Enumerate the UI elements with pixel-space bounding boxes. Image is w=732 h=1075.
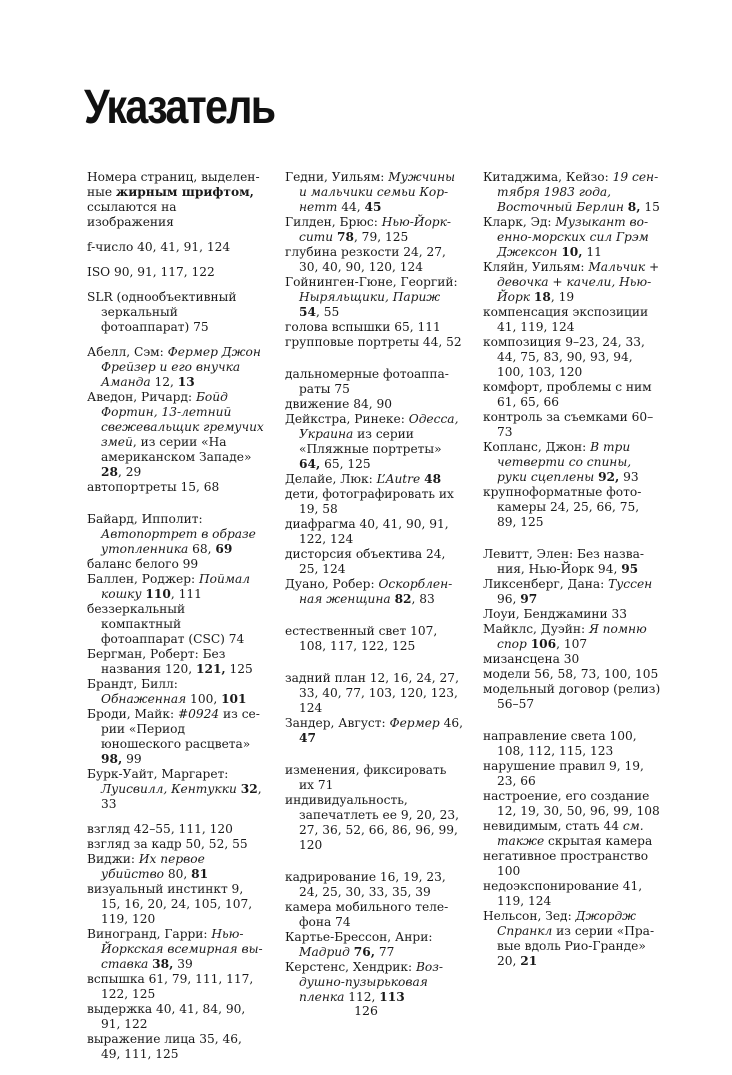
index-entry xyxy=(87,557,265,572)
index-entry xyxy=(483,577,661,607)
entry-text: автопортреты 15, 68 xyxy=(87,480,220,494)
entry-text: 99 xyxy=(122,752,142,766)
entry-text: Абелл, Сэм: xyxy=(87,345,168,359)
entry-text: Бергман, Роберт: Без названия 120, xyxy=(87,647,226,676)
index-entry xyxy=(483,410,661,440)
entry-text: Делайе, Люк: xyxy=(285,472,377,486)
index-entry xyxy=(285,671,463,716)
work-title: Я помню спор xyxy=(497,622,647,651)
entry-text: компенсация экспозиции 41, 119, 124 xyxy=(483,305,649,334)
page-ref-bold: 32 xyxy=(240,782,258,796)
index-entry xyxy=(87,837,265,852)
page-ref-bold: жирным шрифтом, xyxy=(115,185,254,199)
index-entry xyxy=(87,972,265,1002)
work-title: Фермер Джон Фрейзер и его внучка Аманда xyxy=(101,345,261,389)
index-entry xyxy=(285,793,463,853)
work-title: Луисвилл, Кентукки xyxy=(101,782,237,796)
index-entry xyxy=(285,245,463,275)
entry-text: , 33 xyxy=(101,782,262,811)
page-ref-bold: 10, xyxy=(561,245,583,259)
entry-text: выдержка 40, 41, 84, 90, 91, 122 xyxy=(87,1002,246,1031)
index-entry xyxy=(483,215,661,260)
index-entry xyxy=(285,412,463,472)
entry-text: 100, xyxy=(186,692,222,706)
page-ref-bold: 106 xyxy=(530,637,557,651)
entry-text: глубина резкости 24, 27, 30, 40, 90, 120, 124 xyxy=(285,245,446,274)
index-entry xyxy=(285,397,463,412)
work-title: Оскорбленная женщина xyxy=(299,577,453,606)
entry-text: Броди, Майк: xyxy=(87,707,178,721)
work-title: Фермер xyxy=(389,716,440,730)
index-entry xyxy=(87,822,265,837)
page-ref-bold: 54 xyxy=(299,305,316,319)
entry-text: выражение лица 35, 46, 49, 111, 125 xyxy=(87,1032,242,1061)
index-entry xyxy=(483,789,661,819)
page-ref-bold: 98, xyxy=(101,752,123,766)
work-title: Нью-Йорксити xyxy=(299,215,451,244)
index-entry xyxy=(285,930,463,960)
entry-text: групповые портреты 44, 52 xyxy=(285,335,462,349)
work-title: Одесса, Украина xyxy=(299,412,459,441)
entry-text: , 107 xyxy=(556,637,588,651)
index-entry xyxy=(87,707,265,767)
work-title: Нью-Йоркская всемирная выставка xyxy=(101,927,263,971)
work-title: Туссен xyxy=(608,577,653,591)
entry-text: крупноформатные фотокамеры 24, 25, 66, 75, 89, 125 xyxy=(483,485,642,529)
entry-text: 44, xyxy=(337,200,365,214)
entry-text: Брандт, Билл: xyxy=(87,677,178,691)
entry-text: визуальный инстинкт 9, 15, 16, 20, 24, 105, 107, 119, 120 xyxy=(87,882,253,926)
entry-text: , 79, 125 xyxy=(353,230,409,244)
entry-text: Баллен, Роджер: xyxy=(87,572,200,586)
index-intro-note xyxy=(87,170,265,230)
work-title: Бойд Фортин, 13-летний свежевальщик гремучих змей xyxy=(101,390,264,449)
entry-text: беззеркальный компактный фотоаппарат (CSC) 74 xyxy=(87,602,245,646)
index-entry xyxy=(87,290,265,335)
entry-text: , 83 xyxy=(411,592,435,606)
index-entry xyxy=(285,763,463,793)
index-entry xyxy=(87,927,265,972)
entry-text: , 55 xyxy=(315,305,340,319)
work-title: Мужчины и мальчики семьи Корнетт xyxy=(299,170,456,214)
entry-text: Кларк, Эд: xyxy=(483,215,556,229)
entry-text: f-число 40, 41, 91, 124 xyxy=(87,240,231,254)
index-entry xyxy=(87,882,265,927)
index-entry xyxy=(483,682,661,712)
entry-text: SLR (однообъективный зеркальный фотоаппарат) 75 xyxy=(87,290,237,334)
entry-text: Копланс, Джон: xyxy=(483,440,591,454)
work-title: В три четверти со спины, руки сцеплены xyxy=(497,440,632,484)
work-title: Мадрид xyxy=(299,945,350,959)
work-title: Автопортрет в образе утопленника xyxy=(101,527,256,556)
index-entry xyxy=(87,512,265,557)
page-ref-bold: 78 xyxy=(336,230,354,244)
page-ref-bold: 110 xyxy=(145,587,171,601)
index-entry xyxy=(87,602,265,647)
page-ref-bold: 48 xyxy=(424,472,442,486)
page-ref-bold: 82 xyxy=(394,592,412,606)
index-entry xyxy=(285,367,463,397)
entry-text: Аведон, Ричард: xyxy=(87,390,196,404)
index-entry xyxy=(285,487,463,517)
page-ref-bold: 76, xyxy=(353,945,375,959)
index-entry xyxy=(285,275,463,320)
index-entry xyxy=(483,729,661,759)
entry-text: Виногранд, Гарри: xyxy=(87,927,212,941)
page-ref-bold: 113 xyxy=(379,990,405,1004)
index-entry xyxy=(483,547,661,577)
page-ref-bold: 101 xyxy=(221,692,247,706)
page-ref-bold: 95 xyxy=(621,562,639,576)
index-entry xyxy=(483,759,661,789)
entry-text: невидимым, стать 44 xyxy=(483,819,623,833)
entry-text: Гилден, Брюс: xyxy=(285,215,382,229)
index-entry xyxy=(483,335,661,380)
entry-text: недоэкспонирование 41, 119, 124 xyxy=(483,879,643,908)
index-entry xyxy=(285,716,463,746)
page-ref-bold: 8, xyxy=(627,200,641,214)
entry-text: дети, фотографировать их 19, 58 xyxy=(285,487,454,516)
index-entry xyxy=(483,622,661,652)
page-ref-bold: 18 xyxy=(533,290,551,304)
index-entry xyxy=(483,260,661,305)
entry-text: 93 xyxy=(619,470,639,484)
index-entry xyxy=(285,335,463,350)
index-entry xyxy=(483,652,661,667)
index-entry xyxy=(87,480,265,495)
entry-text: камера мобильного телефона 74 xyxy=(285,900,449,929)
entry-text: комфорт, проблемы с ним 61, 65, 66 xyxy=(483,380,652,409)
entry-text: , из серии «На американском Западе» xyxy=(101,435,252,464)
entry-text: 68, xyxy=(188,542,216,556)
page-ref-bold: 81 xyxy=(191,867,209,881)
index-entry xyxy=(483,305,661,335)
entry-text: , 29 xyxy=(117,465,142,479)
index-entry xyxy=(285,624,463,654)
index-entry xyxy=(483,819,661,849)
work-title: Поймал кошку xyxy=(101,572,250,601)
index-entry xyxy=(285,870,463,900)
index-entry xyxy=(285,900,463,930)
entry-text: 80, xyxy=(164,867,192,881)
page-ref-bold: 13 xyxy=(177,375,195,389)
entry-text: естественный свет 107, 108, 117, 122, 125 xyxy=(285,624,438,653)
index-entry xyxy=(285,170,463,215)
index-entry xyxy=(87,345,265,390)
index-entry xyxy=(483,879,661,909)
entry-text: Гойнинген-Гюне, Георгий: xyxy=(285,275,458,289)
entry-text: Зандер, Август: xyxy=(285,716,390,730)
entry-text: взгляд 42–55, 111, 120 xyxy=(87,822,233,836)
entry-text: задний план 12, 16, 24, 27, 33, 40, 77, 103, 120, 123, 124 xyxy=(285,671,459,715)
index-entry xyxy=(87,265,265,280)
index-column-2 xyxy=(285,170,463,1005)
index-entry xyxy=(483,440,661,485)
page-ref-bold: 47 xyxy=(299,731,316,745)
entry-text: из серии «Правые вдоль Рио-Гранде» 20, xyxy=(497,924,655,968)
entry-text: 77 xyxy=(374,945,395,959)
entry-text: Виджи: xyxy=(87,852,139,866)
entry-text: скрытая камера xyxy=(544,834,653,848)
entry-text: Левитт, Элен: Без названия, Нью-Йорк 94, xyxy=(483,547,644,576)
work-title: L’Autre xyxy=(376,472,421,486)
entry-text: композиция 9–23, 24, 33, 44, 75, 83, 90, 93, 94, 100, 103, 120 xyxy=(483,335,645,379)
entry-text: Керстенс, Хендрик: xyxy=(285,960,416,974)
entry-text: ссылаются на изображения xyxy=(87,200,177,229)
entry-text: Дейкстра, Ринеке: xyxy=(285,412,409,426)
index-entry xyxy=(483,909,661,969)
index-entry xyxy=(285,517,463,547)
index-entry xyxy=(483,485,661,530)
entry-text: направление света 100, 108, 112, 115, 123 xyxy=(483,729,637,758)
page-ref-bold: 97 xyxy=(520,592,538,606)
work-title: Обнаженная xyxy=(101,692,187,706)
work-title: Их первое убийство xyxy=(101,852,205,881)
index-entry xyxy=(87,767,265,812)
entry-text: Майклс, Дуэйн: xyxy=(483,622,589,636)
page-ref-bold: 45 xyxy=(364,200,382,214)
work-title: см. также xyxy=(497,819,644,848)
entry-text: Номера страниц, выделенные xyxy=(87,170,260,199)
entry-text: Нельсон, Зед: xyxy=(483,909,576,923)
work-title: 19 сентября 1983 года, Восточный Берлин xyxy=(497,170,659,214)
page-ref-bold: 121, xyxy=(195,662,226,676)
entry-text: вспышка 61, 79, 111, 117, 122, 125 xyxy=(87,972,254,1001)
entry-text: Лоуи, Бенджамини 33 xyxy=(483,607,628,621)
page-ref-bold: 21 xyxy=(520,954,538,968)
entry-text: модели 56, 58, 73, 100, 105 xyxy=(483,667,659,681)
work-title: Музыкант военно-морских сил Грэм Джексон xyxy=(497,215,649,259)
index-entry xyxy=(87,852,265,882)
entry-text: баланс белого 99 xyxy=(87,557,199,571)
entry-text: , 19 xyxy=(550,290,575,304)
index-entry xyxy=(285,320,463,335)
entry-text: Ликсенберг, Дана: xyxy=(483,577,609,591)
entry-text: модельный договор (релиз) 56–57 xyxy=(483,682,661,711)
index-entry xyxy=(87,677,265,707)
index-entry xyxy=(483,170,661,215)
entry-text: взгляд за кадр 50, 52, 55 xyxy=(87,837,248,851)
index-entry xyxy=(483,849,661,879)
index-entry xyxy=(87,1032,265,1062)
entry-text: индивидуальность, запечатлеть ее 9, 20, 23, 27, 36, 52, 66, 86, 96, 99, 120 xyxy=(285,793,459,852)
entry-text: Китаджима, Кейзо: xyxy=(483,170,613,184)
page-ref-bold: 64, xyxy=(299,457,321,471)
index-entry xyxy=(483,667,661,682)
entry-text: кадрирование 16, 19, 23, 24, 25, 30, 33, 35, 39 xyxy=(285,870,446,899)
index-column-1 xyxy=(87,170,265,1062)
work-title: Мальчик + девочка + качели, Нью-Йорк xyxy=(497,260,660,304)
entry-text: 11 xyxy=(582,245,602,259)
index-entry xyxy=(87,647,265,677)
entry-text: 15 xyxy=(640,200,660,214)
entry-text: контроль за съемками 60–73 xyxy=(483,410,654,439)
entry-text: мизансцена 30 xyxy=(483,652,580,666)
index-entry xyxy=(87,240,265,255)
index-entry xyxy=(483,607,661,622)
index-column-3 xyxy=(483,170,661,969)
entry-text: ISO 90, 91, 117, 122 xyxy=(87,265,215,279)
entry-text: движение 84, 90 xyxy=(285,397,393,411)
entry-text: 96, xyxy=(497,592,521,606)
page-title: Указатель xyxy=(84,81,275,134)
entry-text: негативное пространство 100 xyxy=(483,849,649,878)
entry-text: диафрагма 40, 41, 90, 91, 122, 124 xyxy=(285,517,449,546)
index-entry xyxy=(285,960,463,1005)
page-ref-bold: 38, xyxy=(152,957,174,971)
index-entry xyxy=(483,380,661,410)
page-number: 126 xyxy=(354,1003,378,1018)
page-ref-bold: 69 xyxy=(215,542,233,556)
entry-text: из серии «Пляжные портреты» xyxy=(299,427,442,456)
entry-text: Бурк-Уайт, Маргарет: xyxy=(87,767,229,781)
entry-text: 12, xyxy=(150,375,178,389)
entry-text: нарушение правил 9, 19, 23, 66 xyxy=(483,759,644,788)
entry-text: 65, 125 xyxy=(320,457,371,471)
entry-text: Дуано, Робер: xyxy=(285,577,379,591)
work-title: #0924 xyxy=(177,707,220,721)
index-entry xyxy=(285,215,463,245)
entry-text: изменения, фиксировать их 71 xyxy=(285,763,447,792)
index-entry xyxy=(285,577,463,607)
entry-text: 46, xyxy=(439,716,463,730)
entry-text: голова вспышки 65, 111 xyxy=(285,320,441,334)
page-ref-bold: 92, xyxy=(598,470,620,484)
index-entry xyxy=(285,472,463,487)
entry-text: дальномерные фотоаппараты 75 xyxy=(285,367,449,396)
entry-text: Кляйн, Уильям: xyxy=(483,260,589,274)
entry-text: дисторсия объектива 24, 25, 124 xyxy=(285,547,446,576)
entry-text: Гедни, Уильям: xyxy=(285,170,389,184)
entry-text: 112, xyxy=(344,990,380,1004)
entry-text: 125 xyxy=(225,662,253,676)
entry-text: 39 xyxy=(173,957,193,971)
index-entry xyxy=(285,547,463,577)
work-title: Ныряльщики, Париж xyxy=(299,290,441,304)
entry-text: Картье-Брессон, Анри: xyxy=(285,930,433,944)
work-title: Джордж Спранкл xyxy=(497,909,637,938)
entry-text: Байард, Ипполит: xyxy=(87,512,203,526)
page-ref-bold: 28 xyxy=(101,465,118,479)
entry-text: настроение, его создание 12, 19, 30, 50, 96, 99, 108 xyxy=(483,789,660,818)
index-entry xyxy=(87,572,265,602)
entry-text: , 111 xyxy=(170,587,202,601)
index-entry xyxy=(87,390,265,480)
work-title: Воздушно-пузырьковая пленка xyxy=(299,960,444,1004)
entry-text: из серии «Период юношеского расцвета» xyxy=(101,707,260,751)
